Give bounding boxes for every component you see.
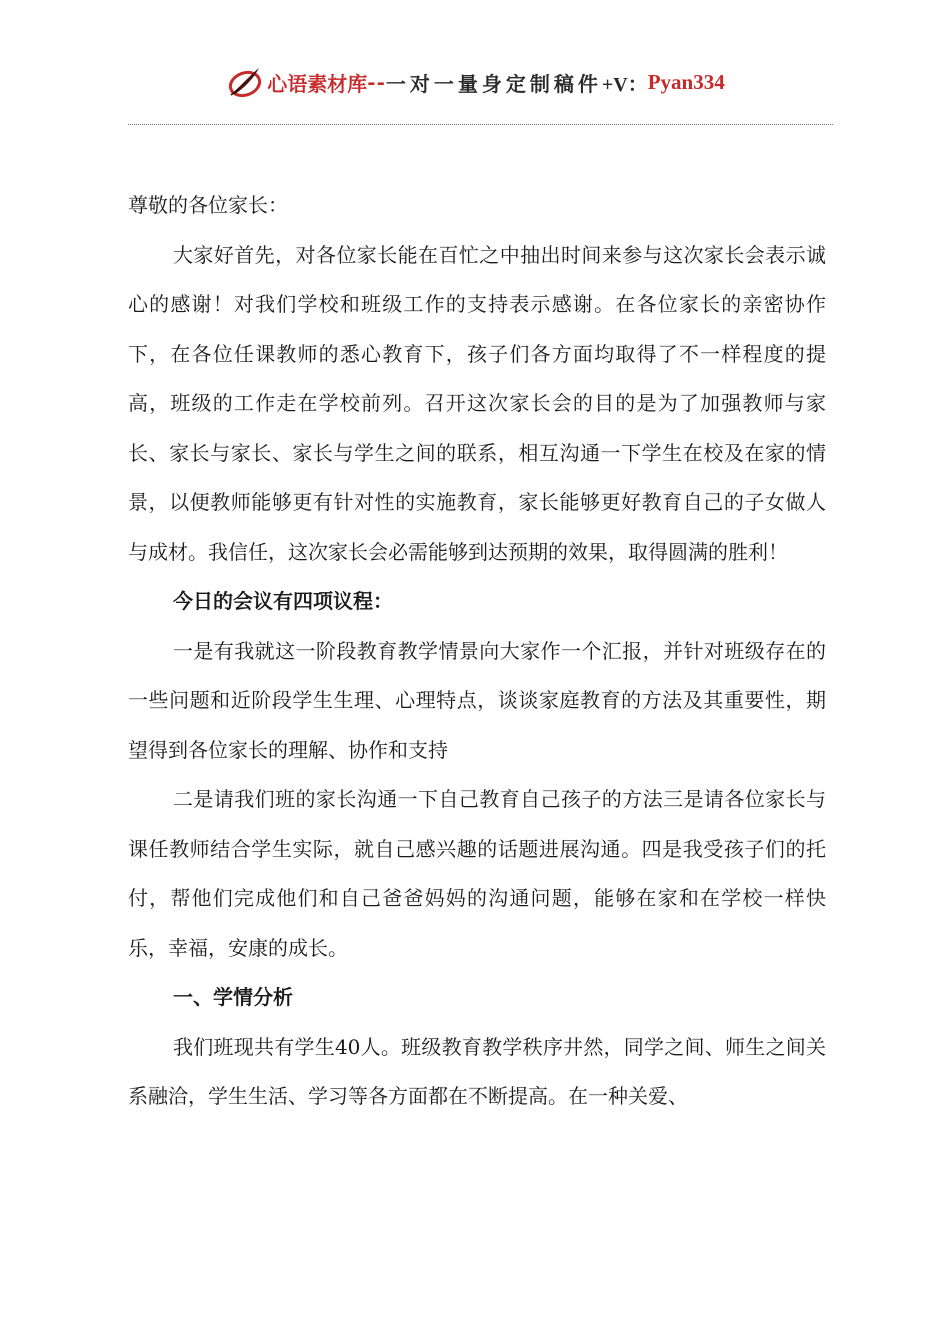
quill-pen-logo-icon <box>225 64 265 100</box>
agenda-items-two-to-four: 二是请我们班的家长沟通一下自己教育自己孩子的方法三是请各位家长与课任教师结合学生实际，就自己感兴趣的话题进展沟通。四是我受孩子们的托付，帮他们完成他们和自己爸爸妈妈的沟通问题，能够在家和在学校一样快乐，幸福，安康的成长。 <box>128 787 826 960</box>
contact-id: Pyan334 <box>647 69 725 94</box>
paragraph-analysis: 我们班现共有学生40人。班级教育教学秩序井然，同学之间、师生之间关系融洽，学生生活、学习等各方面都在不断提高。在一种关爱、 <box>128 1034 826 1108</box>
agenda-heading: 今日的会议有四项议程： <box>173 589 393 613</box>
header-separator: -- <box>367 70 386 94</box>
header-banner <box>225 60 724 104</box>
contact-label: +V： <box>601 73 648 96</box>
paragraph-intro: 大家好首先，对各位家长能在百忙之中抽出时间来参与这次家长会表示诚心的感谢！对我们学校和班级工作的支持表示感谢。在各位家长的亲密协作下，在各位任课教师的悉心教育下，孩子们各方面均取得了不一样程度的提高，班级的工作走在学校前列。召开这次家长会的目的是为了加强教师与家长、家长与家长、家长与学生之间的联系，相互沟通一下学生在校及在家的情景，以便教师能够更有针对性的实施教育，家长能够更好教育自己的子女做人与成材。我信任，这次家长会必需能够到达预期的效果，取得圆满的胜利！ <box>128 242 826 564</box>
salutation: 尊敬的各位家长： <box>128 193 288 217</box>
header-tagline: 一对一量身定制稿件 <box>385 71 602 96</box>
document-body <box>128 181 826 1122</box>
section-heading-analysis: 一、学情分析 <box>173 985 293 1009</box>
agenda-item-one: 一是有我就这一阶段教育教学情景向大家作一个汇报，并针对班级存在的一些问题和近阶段学生生理、心理特点，谈谈家庭教育的方法及其重要性，期望得到各位家长的理解、协作和支持 <box>128 638 826 762</box>
page-header <box>0 60 950 104</box>
header-divider <box>128 124 833 125</box>
brand-name: 心语素材库 <box>267 71 368 96</box>
